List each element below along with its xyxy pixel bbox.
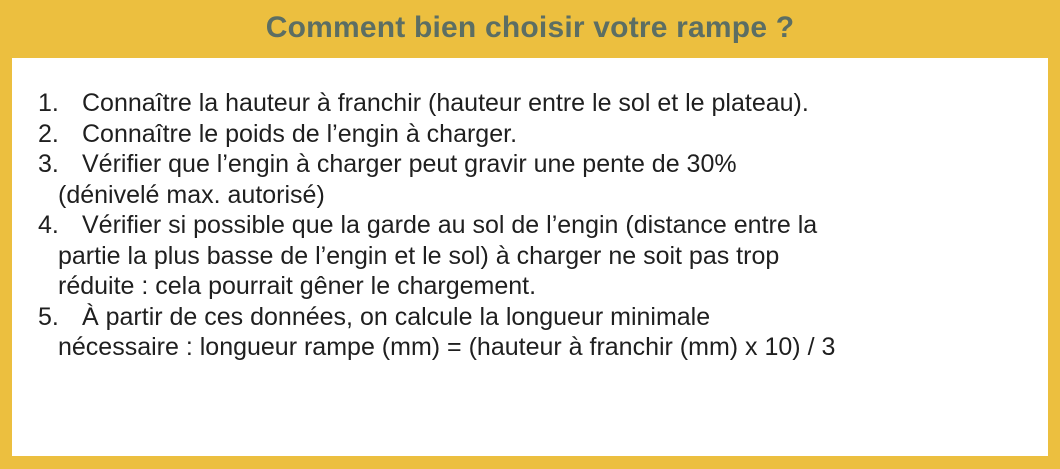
card-title: Comment bien choisir votre rampe ? bbox=[265, 11, 795, 44]
list-item bbox=[38, 302, 1038, 363]
step-line: nécessaire : longueur rampe (mm) = (hauteur à franchir (mm) x 10) / 3 bbox=[58, 333, 836, 361]
step-line: (dénivelé max. autorisé) bbox=[58, 180, 325, 209]
list-item bbox=[38, 149, 1038, 210]
step-line: Vérifier que l’engin à charger peut gravir une pente de 30% bbox=[82, 150, 737, 178]
step-text bbox=[54, 119, 1038, 150]
step-number: 2. bbox=[38, 119, 59, 148]
step-text bbox=[54, 302, 1038, 363]
step-number: 4. bbox=[38, 211, 59, 239]
step-line: partie la plus basse de l’engin et le sol) à charger ne soit pas trop bbox=[58, 241, 780, 270]
step-line: réduite : cela pourrait gêner le chargement. bbox=[58, 272, 537, 300]
step-text bbox=[54, 210, 1038, 302]
list-item bbox=[38, 119, 1038, 150]
step-number: 3. bbox=[38, 150, 59, 178]
step-line: Vérifier si possible que la garde au sol de l’engin (distance entre la bbox=[82, 211, 818, 239]
step-line: Connaître le poids de l’engin à charger. bbox=[82, 119, 518, 148]
step-number: 1. bbox=[38, 89, 59, 117]
steps-list bbox=[38, 88, 1038, 363]
step-line: À partir de ces données, on calcule la longueur minimale bbox=[82, 302, 711, 331]
step-line: Connaître la hauteur à franchir (hauteur entre le sol et le plateau). bbox=[82, 89, 809, 117]
list-item bbox=[38, 210, 1038, 302]
step-text bbox=[54, 149, 1038, 210]
content-panel bbox=[12, 58, 1048, 456]
list-item bbox=[38, 88, 1038, 119]
step-text bbox=[54, 88, 1038, 119]
step-number: 5. bbox=[38, 302, 59, 331]
